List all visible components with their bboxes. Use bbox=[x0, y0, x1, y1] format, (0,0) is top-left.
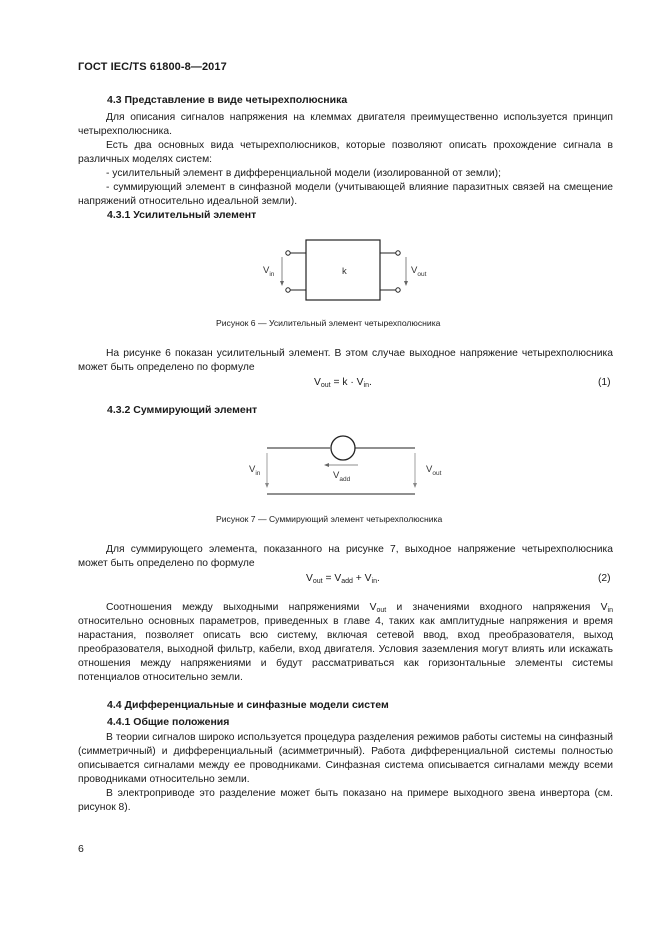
input-terminal-bottom bbox=[286, 288, 290, 292]
heading-4-4: 4.4 Дифференциальные и синфазные модели систем bbox=[107, 699, 389, 711]
paragraph-text: Для описания сигналов напряжения на клеммах двигателя преимущественно используется принцип четырехполюсника. bbox=[78, 112, 613, 137]
vin-arrow-head bbox=[265, 483, 269, 488]
paragraph-4-3-2 bbox=[78, 139, 613, 167]
bullet-item-2 bbox=[78, 181, 613, 209]
summing-source-circle bbox=[331, 436, 355, 460]
vout-arrow-head bbox=[404, 281, 408, 286]
paragraph-4-3-2-b: Соотношения между выходными напряжениями $V_{out}$ и значениями входного напряжения $V_{in}$ относительно основных параметров, приведенных в главе 4, таких как амплитудные напряжения и время нарастания, позволяет описать всю систему, включая сетевой ввод, вход преобразователя, выход преобразователя, выходной фильтр, кабели, вход двигателя. Условия заземления могут влиять или искажать отношения между напряжениями и будут рассматриваться как горизонтальные элементы системы потенциалов относительно земли. bbox=[78, 602, 613, 683]
vin-label: $V_{in}$ bbox=[263, 265, 275, 278]
heading-4-3-1: 4.3.1 Усилительный элемент bbox=[107, 209, 257, 221]
paragraph-text: В теории сигналов широко используется процедура разделения режимов работы системы на синфазный (симметричный) и дифференциальный (асимметричный). Работа дифференциальной системы полностью описывается сигналами между ее проводниками. Синфазная система описывается сигналами между всеми проводниками относительно земли. bbox=[78, 732, 613, 785]
bullet-text: - суммирующий элемент в синфазной модели (учитывающей влияние паразитных связей на смещение напряжений относительно идеальной земли). bbox=[78, 182, 613, 207]
vadd-label: $V_{add}$ bbox=[333, 470, 351, 483]
output-terminal-bottom bbox=[396, 288, 400, 292]
figure-7-summing-diagram bbox=[240, 428, 460, 508]
heading-4-4-1: 4.4.1 Общие положения bbox=[107, 716, 230, 728]
figure-6-amplifier-diagram bbox=[240, 232, 440, 312]
paragraph-4-3-1 bbox=[78, 111, 613, 139]
input-terminal-top bbox=[286, 251, 290, 255]
bullet-text: - усилительный элемент в дифференциальной модели (изолированной от земли); bbox=[106, 168, 501, 179]
output-terminal-top bbox=[396, 251, 400, 255]
paragraph-4-4-1-b bbox=[78, 787, 613, 815]
figure-6-caption: Рисунок 6 — Усилительный элемент четырехполюсника bbox=[216, 318, 441, 328]
paragraph-text: Есть два основных вида четырехполюсников, которые позволяют описать прохождение сигнала в различных моделях систем: bbox=[78, 140, 613, 165]
figure-7-caption: Рисунок 7 — Суммирующий элемент четырехполюсника bbox=[216, 514, 443, 524]
vin-arrow-head bbox=[280, 281, 284, 286]
gain-k-label: k bbox=[342, 266, 347, 277]
equation-2: $V_{out} = V_{add} + V_{in}$. bbox=[306, 573, 380, 585]
paragraph-4-4-1-a bbox=[78, 731, 613, 787]
vout-arrow-head bbox=[413, 483, 417, 488]
heading-4-3-2: 4.3.2 Суммирующий элемент bbox=[107, 404, 258, 416]
paragraph-4-3-2-a bbox=[78, 543, 613, 571]
paragraph-text: Для суммирующего элемента, показанного на рисунке 7, выходное напряжение четырехполюсника может быть определено по формуле bbox=[78, 544, 613, 569]
equation-1-number: (1) bbox=[598, 377, 611, 388]
paragraph-text: На рисунке 6 показан усилительный элемент. В этом случае выходное напряжение четырехполюсника может быть определено по формуле bbox=[78, 348, 613, 373]
vout-label: $V_{out}$ bbox=[411, 265, 427, 278]
paragraph-4-3-1-a bbox=[78, 347, 613, 375]
vin-label: $V_{in}$ bbox=[249, 464, 261, 477]
equation-2-number: (2) bbox=[598, 573, 611, 584]
paragraph-text: В электроприводе это разделение может быть показано на примере выходного звена инвертора (см. рисунок 8). bbox=[78, 788, 613, 813]
vout-label: $V_{out}$ bbox=[426, 464, 442, 477]
document-header: ГОСТ IEC/TS 61800-8—2017 bbox=[78, 61, 227, 73]
page-number: 6 bbox=[78, 843, 84, 855]
equation-1: $V_{out} = k \cdot V_{in}$. bbox=[314, 377, 372, 389]
heading-4-3: 4.3 Представление в виде четырехполюсника bbox=[107, 94, 348, 106]
vadd-arrow-head bbox=[324, 463, 329, 467]
bullet-item-1 bbox=[78, 167, 613, 181]
